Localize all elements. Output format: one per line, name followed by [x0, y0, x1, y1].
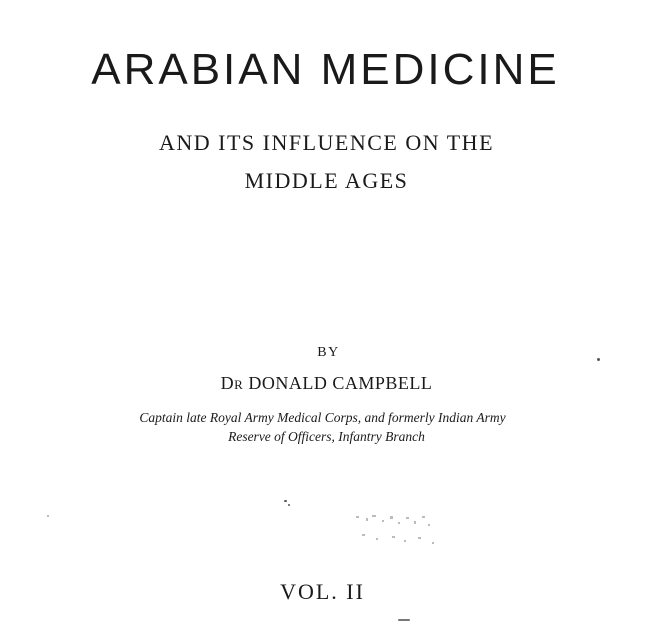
by-line: BY — [317, 345, 340, 360]
subtitle-line-2: MIDDLE AGES — [244, 168, 409, 193]
scan-speck — [284, 500, 287, 502]
scan-speck — [398, 619, 410, 621]
scan-speck — [597, 358, 600, 361]
subtitle-line-1: AND ITS INFLUENCE ON THE — [158, 130, 495, 155]
author-prefix-small: R — [234, 377, 244, 392]
author-name: DONALD CAMPBELL — [248, 373, 433, 393]
volume-number: VOL. II — [280, 579, 365, 604]
author-line — [4, 373, 645, 394]
faded-stamp-mark — [352, 512, 442, 552]
author-prefix: D — [220, 373, 235, 393]
book-title: ARABIAN MEDICINE — [91, 45, 560, 94]
scan-speck — [288, 504, 290, 506]
scan-speck — [47, 515, 49, 517]
affiliation-line-2: Reserve of Officers, Infantry Branch — [228, 429, 425, 444]
affiliation-line-1: Captain late Royal Army Medical Corps, and formerly Indian Army — [139, 410, 506, 425]
